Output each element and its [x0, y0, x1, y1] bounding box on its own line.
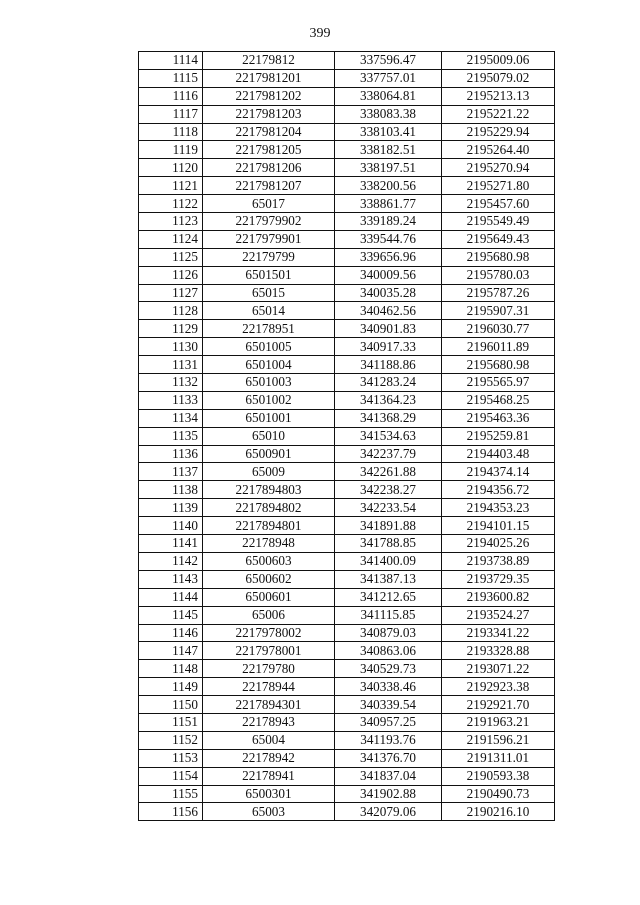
table-row	[139, 767, 555, 785]
row-number-cell: 1143	[139, 570, 203, 588]
x-coordinate-cell: 341188.86	[335, 356, 442, 374]
point-code-cell: 22178943	[203, 713, 335, 731]
y-coordinate-cell: 2195468.25	[442, 391, 555, 409]
table-row	[139, 177, 555, 195]
x-coordinate-cell: 342261.88	[335, 463, 442, 481]
point-code-cell: 22178942	[203, 749, 335, 767]
point-code-cell: 6501005	[203, 338, 335, 356]
row-number-cell: 1138	[139, 481, 203, 499]
x-coordinate-cell: 341387.13	[335, 570, 442, 588]
y-coordinate-cell: 2193328.88	[442, 642, 555, 660]
x-coordinate-cell: 341193.76	[335, 731, 442, 749]
point-code-cell: 22179799	[203, 248, 335, 266]
row-number-cell: 1131	[139, 356, 203, 374]
row-number-cell: 1140	[139, 517, 203, 535]
x-coordinate-cell: 340863.06	[335, 642, 442, 660]
point-code-cell: 22178951	[203, 320, 335, 338]
x-coordinate-cell: 339544.76	[335, 230, 442, 248]
row-number-cell: 1137	[139, 463, 203, 481]
x-coordinate-cell: 340879.03	[335, 624, 442, 642]
y-coordinate-cell: 2195229.94	[442, 123, 555, 141]
row-number-cell: 1118	[139, 123, 203, 141]
y-coordinate-cell: 2195463.36	[442, 409, 555, 427]
point-code-cell: 22179780	[203, 660, 335, 678]
table-row	[139, 230, 555, 248]
table-row	[139, 660, 555, 678]
point-code-cell: 6500601	[203, 588, 335, 606]
x-coordinate-cell: 337757.01	[335, 69, 442, 87]
x-coordinate-cell: 341212.65	[335, 588, 442, 606]
y-coordinate-cell: 2195649.43	[442, 230, 555, 248]
x-coordinate-cell: 338103.41	[335, 123, 442, 141]
row-number-cell: 1141	[139, 535, 203, 553]
point-code-cell: 6501003	[203, 374, 335, 392]
point-code-cell: 65009	[203, 463, 335, 481]
y-coordinate-cell: 2195680.98	[442, 356, 555, 374]
point-code-cell: 2217979901	[203, 230, 335, 248]
y-coordinate-cell: 2195264.40	[442, 141, 555, 159]
point-code-cell: 2217894301	[203, 696, 335, 714]
x-coordinate-cell: 341376.70	[335, 749, 442, 767]
y-coordinate-cell: 2194403.48	[442, 445, 555, 463]
table-row	[139, 535, 555, 553]
y-coordinate-cell: 2194353.23	[442, 499, 555, 517]
x-coordinate-cell: 341891.88	[335, 517, 442, 535]
table-row	[139, 427, 555, 445]
table-row	[139, 374, 555, 392]
point-code-cell: 6500603	[203, 552, 335, 570]
point-code-cell: 2217981203	[203, 105, 335, 123]
point-code-cell: 2217981206	[203, 159, 335, 177]
row-number-cell: 1152	[139, 731, 203, 749]
table-row	[139, 195, 555, 213]
y-coordinate-cell: 2194101.15	[442, 517, 555, 535]
y-coordinate-cell: 2191311.01	[442, 749, 555, 767]
table-row	[139, 803, 555, 821]
table-row	[139, 302, 555, 320]
y-coordinate-cell: 2195565.97	[442, 374, 555, 392]
y-coordinate-cell: 2190490.73	[442, 785, 555, 803]
row-number-cell: 1133	[139, 391, 203, 409]
x-coordinate-cell: 338182.51	[335, 141, 442, 159]
y-coordinate-cell: 2193524.27	[442, 606, 555, 624]
y-coordinate-cell: 2191963.21	[442, 713, 555, 731]
row-number-cell: 1123	[139, 213, 203, 231]
y-coordinate-cell: 2193600.82	[442, 588, 555, 606]
table-row	[139, 606, 555, 624]
table-row	[139, 499, 555, 517]
row-number-cell: 1156	[139, 803, 203, 821]
point-code-cell: 2217981205	[203, 141, 335, 159]
row-number-cell: 1135	[139, 427, 203, 445]
table-row	[139, 749, 555, 767]
y-coordinate-cell: 2195259.81	[442, 427, 555, 445]
y-coordinate-cell: 2195009.06	[442, 52, 555, 70]
table-row	[139, 696, 555, 714]
point-code-cell: 2217894801	[203, 517, 335, 535]
row-number-cell: 1153	[139, 749, 203, 767]
row-number-cell: 1144	[139, 588, 203, 606]
x-coordinate-cell: 341364.23	[335, 391, 442, 409]
y-coordinate-cell: 2195780.03	[442, 266, 555, 284]
row-number-cell: 1120	[139, 159, 203, 177]
point-code-cell: 65010	[203, 427, 335, 445]
point-code-cell: 22178944	[203, 678, 335, 696]
table-row	[139, 409, 555, 427]
table-row	[139, 481, 555, 499]
row-number-cell: 1127	[139, 284, 203, 302]
x-coordinate-cell: 339189.24	[335, 213, 442, 231]
table-row	[139, 552, 555, 570]
row-number-cell: 1126	[139, 266, 203, 284]
y-coordinate-cell: 2194025.26	[442, 535, 555, 553]
x-coordinate-cell: 340338.46	[335, 678, 442, 696]
x-coordinate-cell: 340462.56	[335, 302, 442, 320]
row-number-cell: 1128	[139, 302, 203, 320]
point-code-cell: 2217981204	[203, 123, 335, 141]
table-row	[139, 391, 555, 409]
point-code-cell: 65014	[203, 302, 335, 320]
table-row	[139, 123, 555, 141]
row-number-cell: 1151	[139, 713, 203, 731]
y-coordinate-cell: 2190216.10	[442, 803, 555, 821]
row-number-cell: 1149	[139, 678, 203, 696]
point-code-cell: 6501501	[203, 266, 335, 284]
x-coordinate-cell: 337596.47	[335, 52, 442, 70]
x-coordinate-cell: 341283.24	[335, 374, 442, 392]
table-row	[139, 69, 555, 87]
y-coordinate-cell: 2193729.35	[442, 570, 555, 588]
table-row	[139, 588, 555, 606]
point-code-cell: 2217894802	[203, 499, 335, 517]
point-code-cell: 65004	[203, 731, 335, 749]
y-coordinate-cell: 2195270.94	[442, 159, 555, 177]
table-row	[139, 570, 555, 588]
table-row	[139, 517, 555, 535]
row-number-cell: 1115	[139, 69, 203, 87]
point-code-cell: 65015	[203, 284, 335, 302]
point-code-cell: 2217979902	[203, 213, 335, 231]
x-coordinate-cell: 340339.54	[335, 696, 442, 714]
x-coordinate-cell: 342238.27	[335, 481, 442, 499]
table-row	[139, 320, 555, 338]
row-number-cell: 1154	[139, 767, 203, 785]
coordinates-table	[138, 51, 555, 821]
point-code-cell: 6501004	[203, 356, 335, 374]
table-row	[139, 445, 555, 463]
y-coordinate-cell: 2195221.22	[442, 105, 555, 123]
table-row	[139, 105, 555, 123]
table-row	[139, 624, 555, 642]
point-code-cell: 65006	[203, 606, 335, 624]
row-number-cell: 1114	[139, 52, 203, 70]
y-coordinate-cell: 2195457.60	[442, 195, 555, 213]
x-coordinate-cell: 341902.88	[335, 785, 442, 803]
row-number-cell: 1139	[139, 499, 203, 517]
row-number-cell: 1130	[139, 338, 203, 356]
x-coordinate-cell: 340901.83	[335, 320, 442, 338]
table-row	[139, 731, 555, 749]
x-coordinate-cell: 341837.04	[335, 767, 442, 785]
x-coordinate-cell: 342079.06	[335, 803, 442, 821]
x-coordinate-cell: 339656.96	[335, 248, 442, 266]
point-code-cell: 22178948	[203, 535, 335, 553]
y-coordinate-cell: 2191596.21	[442, 731, 555, 749]
point-code-cell: 2217894803	[203, 481, 335, 499]
table-row	[139, 284, 555, 302]
point-code-cell: 2217978001	[203, 642, 335, 660]
y-coordinate-cell: 2195787.26	[442, 284, 555, 302]
y-coordinate-cell: 2192923.38	[442, 678, 555, 696]
x-coordinate-cell: 341534.63	[335, 427, 442, 445]
row-number-cell: 1145	[139, 606, 203, 624]
row-number-cell: 1132	[139, 374, 203, 392]
point-code-cell: 6500602	[203, 570, 335, 588]
point-code-cell: 65017	[203, 195, 335, 213]
x-coordinate-cell: 338197.51	[335, 159, 442, 177]
table-row	[139, 463, 555, 481]
y-coordinate-cell: 2193071.22	[442, 660, 555, 678]
y-coordinate-cell: 2193738.89	[442, 552, 555, 570]
y-coordinate-cell: 2194374.14	[442, 463, 555, 481]
point-code-cell: 6500301	[203, 785, 335, 803]
row-number-cell: 1117	[139, 105, 203, 123]
table-body	[139, 52, 555, 821]
y-coordinate-cell: 2192921.70	[442, 696, 555, 714]
table-row	[139, 52, 555, 70]
table-row	[139, 213, 555, 231]
row-number-cell: 1125	[139, 248, 203, 266]
y-coordinate-cell: 2196030.77	[442, 320, 555, 338]
row-number-cell: 1150	[139, 696, 203, 714]
point-code-cell: 6500901	[203, 445, 335, 463]
row-number-cell: 1119	[139, 141, 203, 159]
table-row	[139, 642, 555, 660]
x-coordinate-cell: 338200.56	[335, 177, 442, 195]
y-coordinate-cell: 2193341.22	[442, 624, 555, 642]
x-coordinate-cell: 340917.33	[335, 338, 442, 356]
point-code-cell: 6501001	[203, 409, 335, 427]
x-coordinate-cell: 340035.28	[335, 284, 442, 302]
x-coordinate-cell: 341400.09	[335, 552, 442, 570]
x-coordinate-cell: 338861.77	[335, 195, 442, 213]
table-row	[139, 678, 555, 696]
x-coordinate-cell: 338064.81	[335, 87, 442, 105]
point-code-cell: 65003	[203, 803, 335, 821]
y-coordinate-cell: 2195680.98	[442, 248, 555, 266]
row-number-cell: 1124	[139, 230, 203, 248]
table-row	[139, 87, 555, 105]
point-code-cell: 22178941	[203, 767, 335, 785]
row-number-cell: 1142	[139, 552, 203, 570]
row-number-cell: 1146	[139, 624, 203, 642]
row-number-cell: 1155	[139, 785, 203, 803]
row-number-cell: 1129	[139, 320, 203, 338]
table-row	[139, 266, 555, 284]
row-number-cell: 1134	[139, 409, 203, 427]
point-code-cell: 2217981201	[203, 69, 335, 87]
x-coordinate-cell: 342237.79	[335, 445, 442, 463]
x-coordinate-cell: 341788.85	[335, 535, 442, 553]
y-coordinate-cell: 2194356.72	[442, 481, 555, 499]
x-coordinate-cell: 341368.29	[335, 409, 442, 427]
x-coordinate-cell: 340529.73	[335, 660, 442, 678]
row-number-cell: 1121	[139, 177, 203, 195]
row-number-cell: 1148	[139, 660, 203, 678]
y-coordinate-cell: 2195079.02	[442, 69, 555, 87]
x-coordinate-cell: 341115.85	[335, 606, 442, 624]
row-number-cell: 1147	[139, 642, 203, 660]
table-row	[139, 713, 555, 731]
row-number-cell: 1136	[139, 445, 203, 463]
point-code-cell: 2217978002	[203, 624, 335, 642]
table-row	[139, 356, 555, 374]
y-coordinate-cell: 2195213.13	[442, 87, 555, 105]
point-code-cell: 2217981207	[203, 177, 335, 195]
x-coordinate-cell: 340957.25	[335, 713, 442, 731]
page-number: 399	[309, 26, 331, 41]
x-coordinate-cell: 338083.38	[335, 105, 442, 123]
x-coordinate-cell: 340009.56	[335, 266, 442, 284]
point-code-cell: 2217981202	[203, 87, 335, 105]
table-row	[139, 159, 555, 177]
table-row	[139, 338, 555, 356]
point-code-cell: 6501002	[203, 391, 335, 409]
y-coordinate-cell: 2195907.31	[442, 302, 555, 320]
table-row	[139, 141, 555, 159]
table-row	[139, 248, 555, 266]
y-coordinate-cell: 2190593.38	[442, 767, 555, 785]
table-row	[139, 785, 555, 803]
point-code-cell: 22179812	[203, 52, 335, 70]
y-coordinate-cell: 2196011.89	[442, 338, 555, 356]
row-number-cell: 1116	[139, 87, 203, 105]
row-number-cell: 1122	[139, 195, 203, 213]
y-coordinate-cell: 2195271.80	[442, 177, 555, 195]
y-coordinate-cell: 2195549.49	[442, 213, 555, 231]
x-coordinate-cell: 342233.54	[335, 499, 442, 517]
